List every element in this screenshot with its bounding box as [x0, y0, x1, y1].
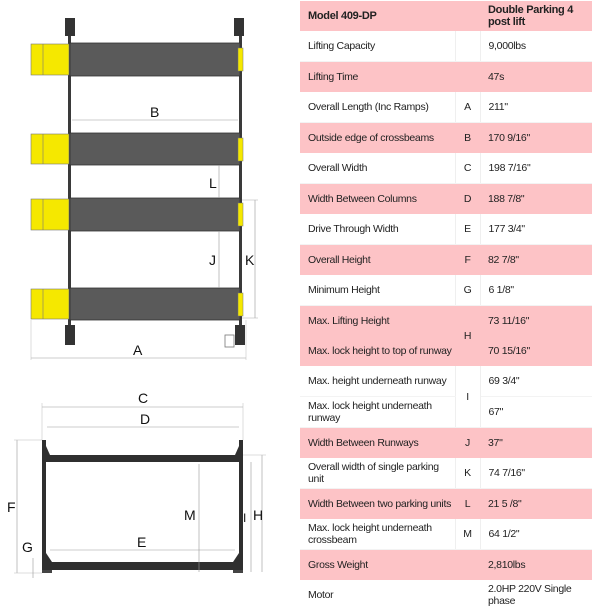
spec-label: Max. height underneath runway — [300, 366, 455, 397]
model-description: Double Parking 4 post lift — [480, 1, 592, 31]
spec-letter: G — [455, 275, 480, 306]
spec-value: 177 3/4" — [480, 214, 592, 245]
spec-value: 82 7/8" — [480, 245, 592, 276]
dim-label-a: A — [133, 342, 143, 358]
spec-value: 74 7/16" — [480, 458, 592, 489]
spec-value: 67" — [480, 397, 592, 428]
spec-label: Overall Height — [300, 245, 455, 276]
spec-label: Gross Weight — [300, 550, 455, 581]
table-row — [300, 62, 592, 93]
dim-label-e: E — [137, 534, 147, 550]
dim-label-k: K — [245, 252, 255, 268]
spec-value: 198 7/16" — [480, 153, 592, 184]
spec-value: 37" — [480, 428, 592, 459]
spec-letter: F — [455, 245, 480, 276]
spec-label: Overall Width — [300, 153, 455, 184]
table-row — [300, 458, 592, 489]
spec-letter: D — [455, 184, 480, 215]
spec-letter: I — [455, 366, 480, 428]
spec-label: Overall Length (Inc Ramps) — [300, 92, 455, 123]
spec-letter: K — [455, 458, 480, 489]
spec-label: Max. Lifting Height — [300, 306, 455, 337]
dim-label-b: B — [150, 104, 160, 120]
spec-label: Max. lock height underneath crossbeam — [300, 519, 455, 550]
dim-label-i: I — [243, 511, 247, 525]
table-row — [300, 31, 592, 62]
spec-value: 211" — [480, 92, 592, 123]
spec-letter — [455, 31, 480, 62]
spec-letter: B — [455, 123, 480, 154]
spec-label: Outside edge of crossbeams — [300, 123, 455, 154]
table-row — [300, 245, 592, 276]
spec-label: Max. lock height to top of runway — [300, 336, 455, 366]
spec-label: Minimum Height — [300, 275, 455, 306]
table-row — [300, 184, 592, 215]
spec-value: 6 1/8" — [480, 275, 592, 306]
table-row — [300, 92, 592, 123]
front-view — [7, 390, 266, 578]
spec-value: 188 7/8" — [480, 184, 592, 215]
table-header-row — [300, 1, 592, 31]
table-row — [300, 366, 592, 397]
dim-label-g: G — [22, 539, 33, 555]
spec-value: 170 9/16" — [480, 123, 592, 154]
dim-label-c: C — [138, 390, 149, 406]
spec-table — [300, 1, 592, 610]
spec-letter: L — [455, 489, 480, 520]
dim-label-d: D — [140, 411, 151, 427]
spec-value: 2.0HP 220V Single phase — [480, 580, 592, 610]
table-row — [300, 519, 592, 550]
spec-value: 73 11/16" — [480, 306, 592, 337]
spec-value: 69 3/4" — [480, 366, 592, 397]
spec-letter: E — [455, 214, 480, 245]
spec-value: 9,000lbs — [480, 31, 592, 62]
table-row — [300, 123, 592, 154]
spec-letter: M — [455, 519, 480, 550]
spec-label: Drive Through Width — [300, 214, 455, 245]
table-row — [300, 580, 592, 610]
table-row — [300, 306, 592, 337]
table-row — [300, 550, 592, 581]
spec-label: Max. lock height underneath runway — [300, 397, 455, 428]
spec-letter: J — [455, 428, 480, 459]
model-name: Model 409-DP — [300, 1, 455, 31]
dim-label-h: H — [253, 507, 264, 523]
spec-letter: A — [455, 92, 480, 123]
spec-value: 64 1/2" — [480, 519, 592, 550]
dim-label-l: L — [209, 175, 217, 191]
table-row — [300, 397, 592, 428]
spec-label: Lifting Capacity — [300, 31, 455, 62]
table-row — [300, 336, 592, 366]
spec-value: 21 5 /8" — [480, 489, 592, 520]
dim-label-m: M — [184, 507, 196, 523]
spec-label: Lifting Time — [300, 62, 455, 93]
spec-letter — [455, 550, 480, 581]
table-row — [300, 153, 592, 184]
spec-label: Width Between two parking units — [300, 489, 455, 520]
spec-value: 47s — [480, 62, 592, 93]
table-row — [300, 214, 592, 245]
table-row — [300, 275, 592, 306]
table-row — [300, 428, 592, 459]
dim-label-f: F — [7, 499, 16, 515]
spec-label: Motor — [300, 580, 455, 610]
spec-letter — [455, 62, 480, 93]
spec-value: 2,810lbs — [480, 550, 592, 581]
spec-letter — [455, 580, 480, 610]
table-row — [300, 489, 592, 520]
spec-label: Width Between Runways — [300, 428, 455, 459]
spec-value: 70 15/16" — [480, 336, 592, 366]
spec-letter: C — [455, 153, 480, 184]
top-view — [31, 18, 258, 360]
spec-label: Width Between Columns — [300, 184, 455, 215]
spec-letter: H — [455, 306, 480, 367]
spec-label: Overall width of single parking unit — [300, 458, 455, 489]
lift-dimension-diagram — [0, 0, 290, 600]
dim-label-j: J — [209, 252, 216, 268]
